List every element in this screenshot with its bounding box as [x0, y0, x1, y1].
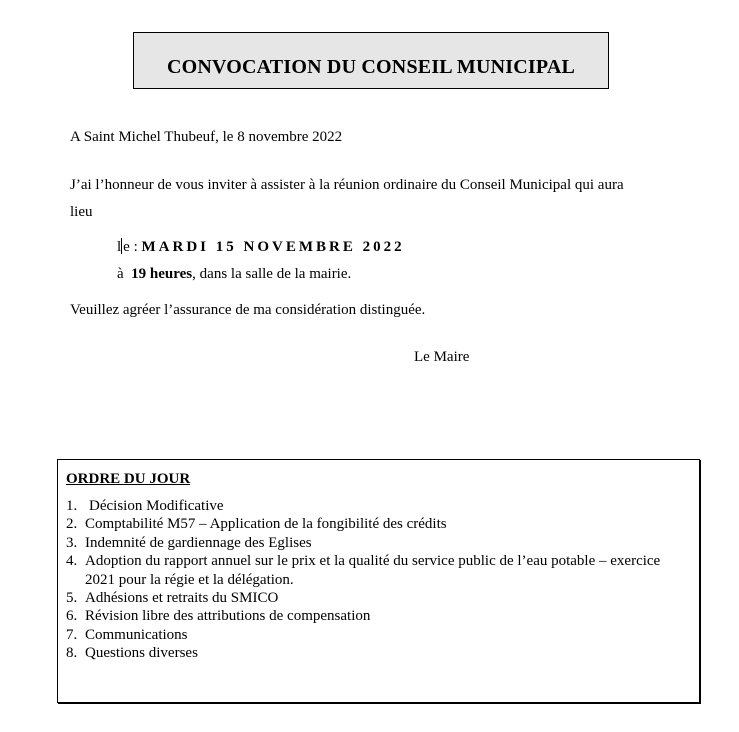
- agenda-item: [66, 589, 691, 607]
- agenda-item-number: 3.: [66, 534, 78, 551]
- invitation-text-line-2: lieu: [70, 204, 93, 220]
- closing-regards: Veuillez agréer l’assurance de ma considération distinguée.: [70, 302, 426, 318]
- agenda-item-number: 6.: [66, 608, 78, 625]
- agenda-item-text: Indemnité de gardiennage des Eglises: [85, 534, 312, 551]
- meeting-time-prefix: à: [117, 266, 124, 282]
- agenda-item-text: Révision libre des attributions de compensation: [85, 608, 371, 625]
- agenda-title: ORDRE DU JOUR: [66, 471, 191, 487]
- agenda-item-text: Adhésions et retraits du SMICO: [85, 590, 279, 607]
- meeting-time: 19 heures: [131, 266, 193, 282]
- agenda-item: [66, 607, 691, 625]
- meeting-day-prefix-end: e :: [123, 239, 138, 255]
- agenda-item: [66, 515, 691, 533]
- agenda-item-number: 5.: [66, 590, 78, 607]
- title-box: [133, 32, 609, 89]
- agenda-item-text: Décision Modificative: [89, 498, 224, 514]
- page-title: CONVOCATION DU CONSEIL MUNICIPAL: [166, 56, 576, 78]
- agenda-list: [66, 497, 691, 663]
- meeting-date-line: [117, 238, 405, 256]
- agenda-item: [66, 497, 691, 515]
- agenda-item-text: Adoption du rapport annuel sur le prix et la qualité du service public de l’eau potable – exercice 2021 pour la régie et la délégation.: [85, 553, 661, 588]
- meeting-time-line: [117, 265, 351, 283]
- meeting-location: , dans la salle de la mairie.: [192, 266, 352, 282]
- agenda-item-text: Comptabilité M57 – Application de la fongibilité des crédits: [85, 516, 447, 533]
- agenda-item-number: 4.: [66, 553, 78, 570]
- agenda-item-text: Communications: [85, 626, 188, 643]
- meeting-day: MARDI 15 NOVEMBRE 2022: [141, 239, 405, 255]
- invitation-text-line-1: J’ai l’honneur de vous inviter à assister à la réunion ordinaire du Conseil Municipal qui aura: [70, 177, 624, 193]
- agenda-item: [66, 644, 691, 662]
- agenda-box: [57, 459, 700, 703]
- meeting-day-prefix-start: l: [117, 239, 122, 255]
- agenda-item: [66, 534, 691, 552]
- agenda-item-number: 2.: [66, 516, 78, 533]
- agenda-item-number: 8.: [66, 645, 78, 662]
- place-date: A Saint Michel Thubeuf, le 8 novembre 2022: [70, 129, 343, 145]
- agenda-item-text: Questions diverses: [85, 645, 198, 662]
- agenda-item: [66, 626, 691, 644]
- agenda-item-number: 7.: [66, 626, 78, 643]
- signature: Le Maire: [414, 349, 470, 365]
- agenda-item: [66, 552, 691, 589]
- agenda-item-number: 1.: [66, 498, 78, 514]
